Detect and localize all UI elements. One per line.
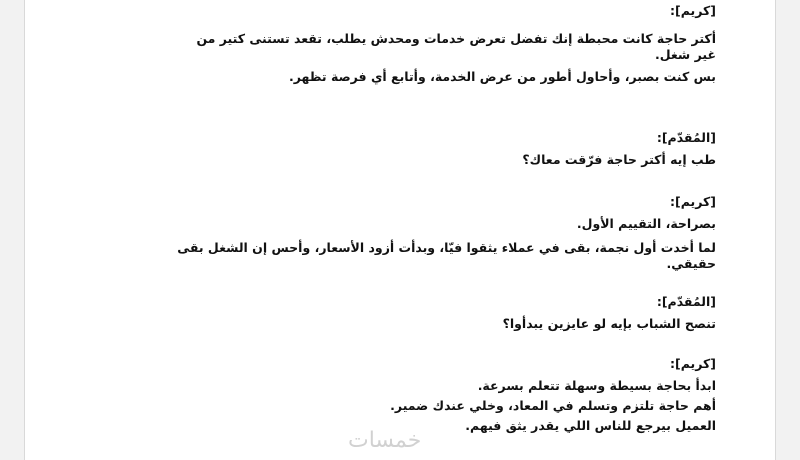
speaker-label: [كريم]: bbox=[670, 194, 716, 209]
dialogue-block bbox=[82, 294, 716, 332]
speaker-label: [كريم]: bbox=[670, 356, 716, 371]
document-page bbox=[82, 0, 716, 460]
dialogue-block bbox=[82, 3, 716, 85]
speaker-label: [المُقدّم]: bbox=[656, 130, 716, 145]
dialogue-line: بس كنت بصبر، وأحاول أطور من عرض الخدمة، وأتابع أي فرصة تظهر. bbox=[288, 69, 716, 84]
dialogue-line: ابدأ بحاجة بسيطة وسهلة تتعلم بسرعة. bbox=[477, 378, 716, 393]
speaker-label: [المُقدّم]: bbox=[656, 294, 716, 309]
watermark-logo: خمسات bbox=[348, 428, 422, 453]
dialogue-block bbox=[82, 130, 716, 168]
dialogue-line: أهم حاجة تلتزم وتسلم في المعاد، وخلي عندك ضمير. bbox=[390, 398, 716, 413]
dialogue-line: حقيقي. bbox=[666, 256, 716, 271]
dialogue-block bbox=[82, 194, 716, 272]
right-margin-gutter bbox=[775, 0, 800, 460]
left-margin-gutter bbox=[0, 0, 25, 460]
dialogue-line: بصراحة، التقييم الأول. bbox=[576, 216, 716, 231]
dialogue-line: أكتر حاجة كانت محبطة إنك تفضل تعرض خدمات ومحدش يطلب، تقعد تستنى كتير من bbox=[196, 31, 716, 46]
dialogue-line: لما أخدت أول نجمة، بقى في عملاء يثقوا فيّا، وبدأت أزود الأسعار، وأحس إن الشغل بقى bbox=[177, 240, 716, 255]
dialogue-line: تنصح الشباب بإيه لو عايزين يبدأوا؟ bbox=[502, 316, 716, 331]
speaker-label: [كريم]: bbox=[670, 3, 716, 18]
dialogue-line: العميل بيرجع للناس اللي يقدر يثق فيهم. bbox=[465, 418, 716, 433]
dialogue-line: غير شغل. bbox=[654, 47, 716, 62]
dialogue-block bbox=[82, 356, 716, 434]
dialogue-line: طب إيه أكتر حاجة فرّقت معاك؟ bbox=[522, 152, 716, 167]
